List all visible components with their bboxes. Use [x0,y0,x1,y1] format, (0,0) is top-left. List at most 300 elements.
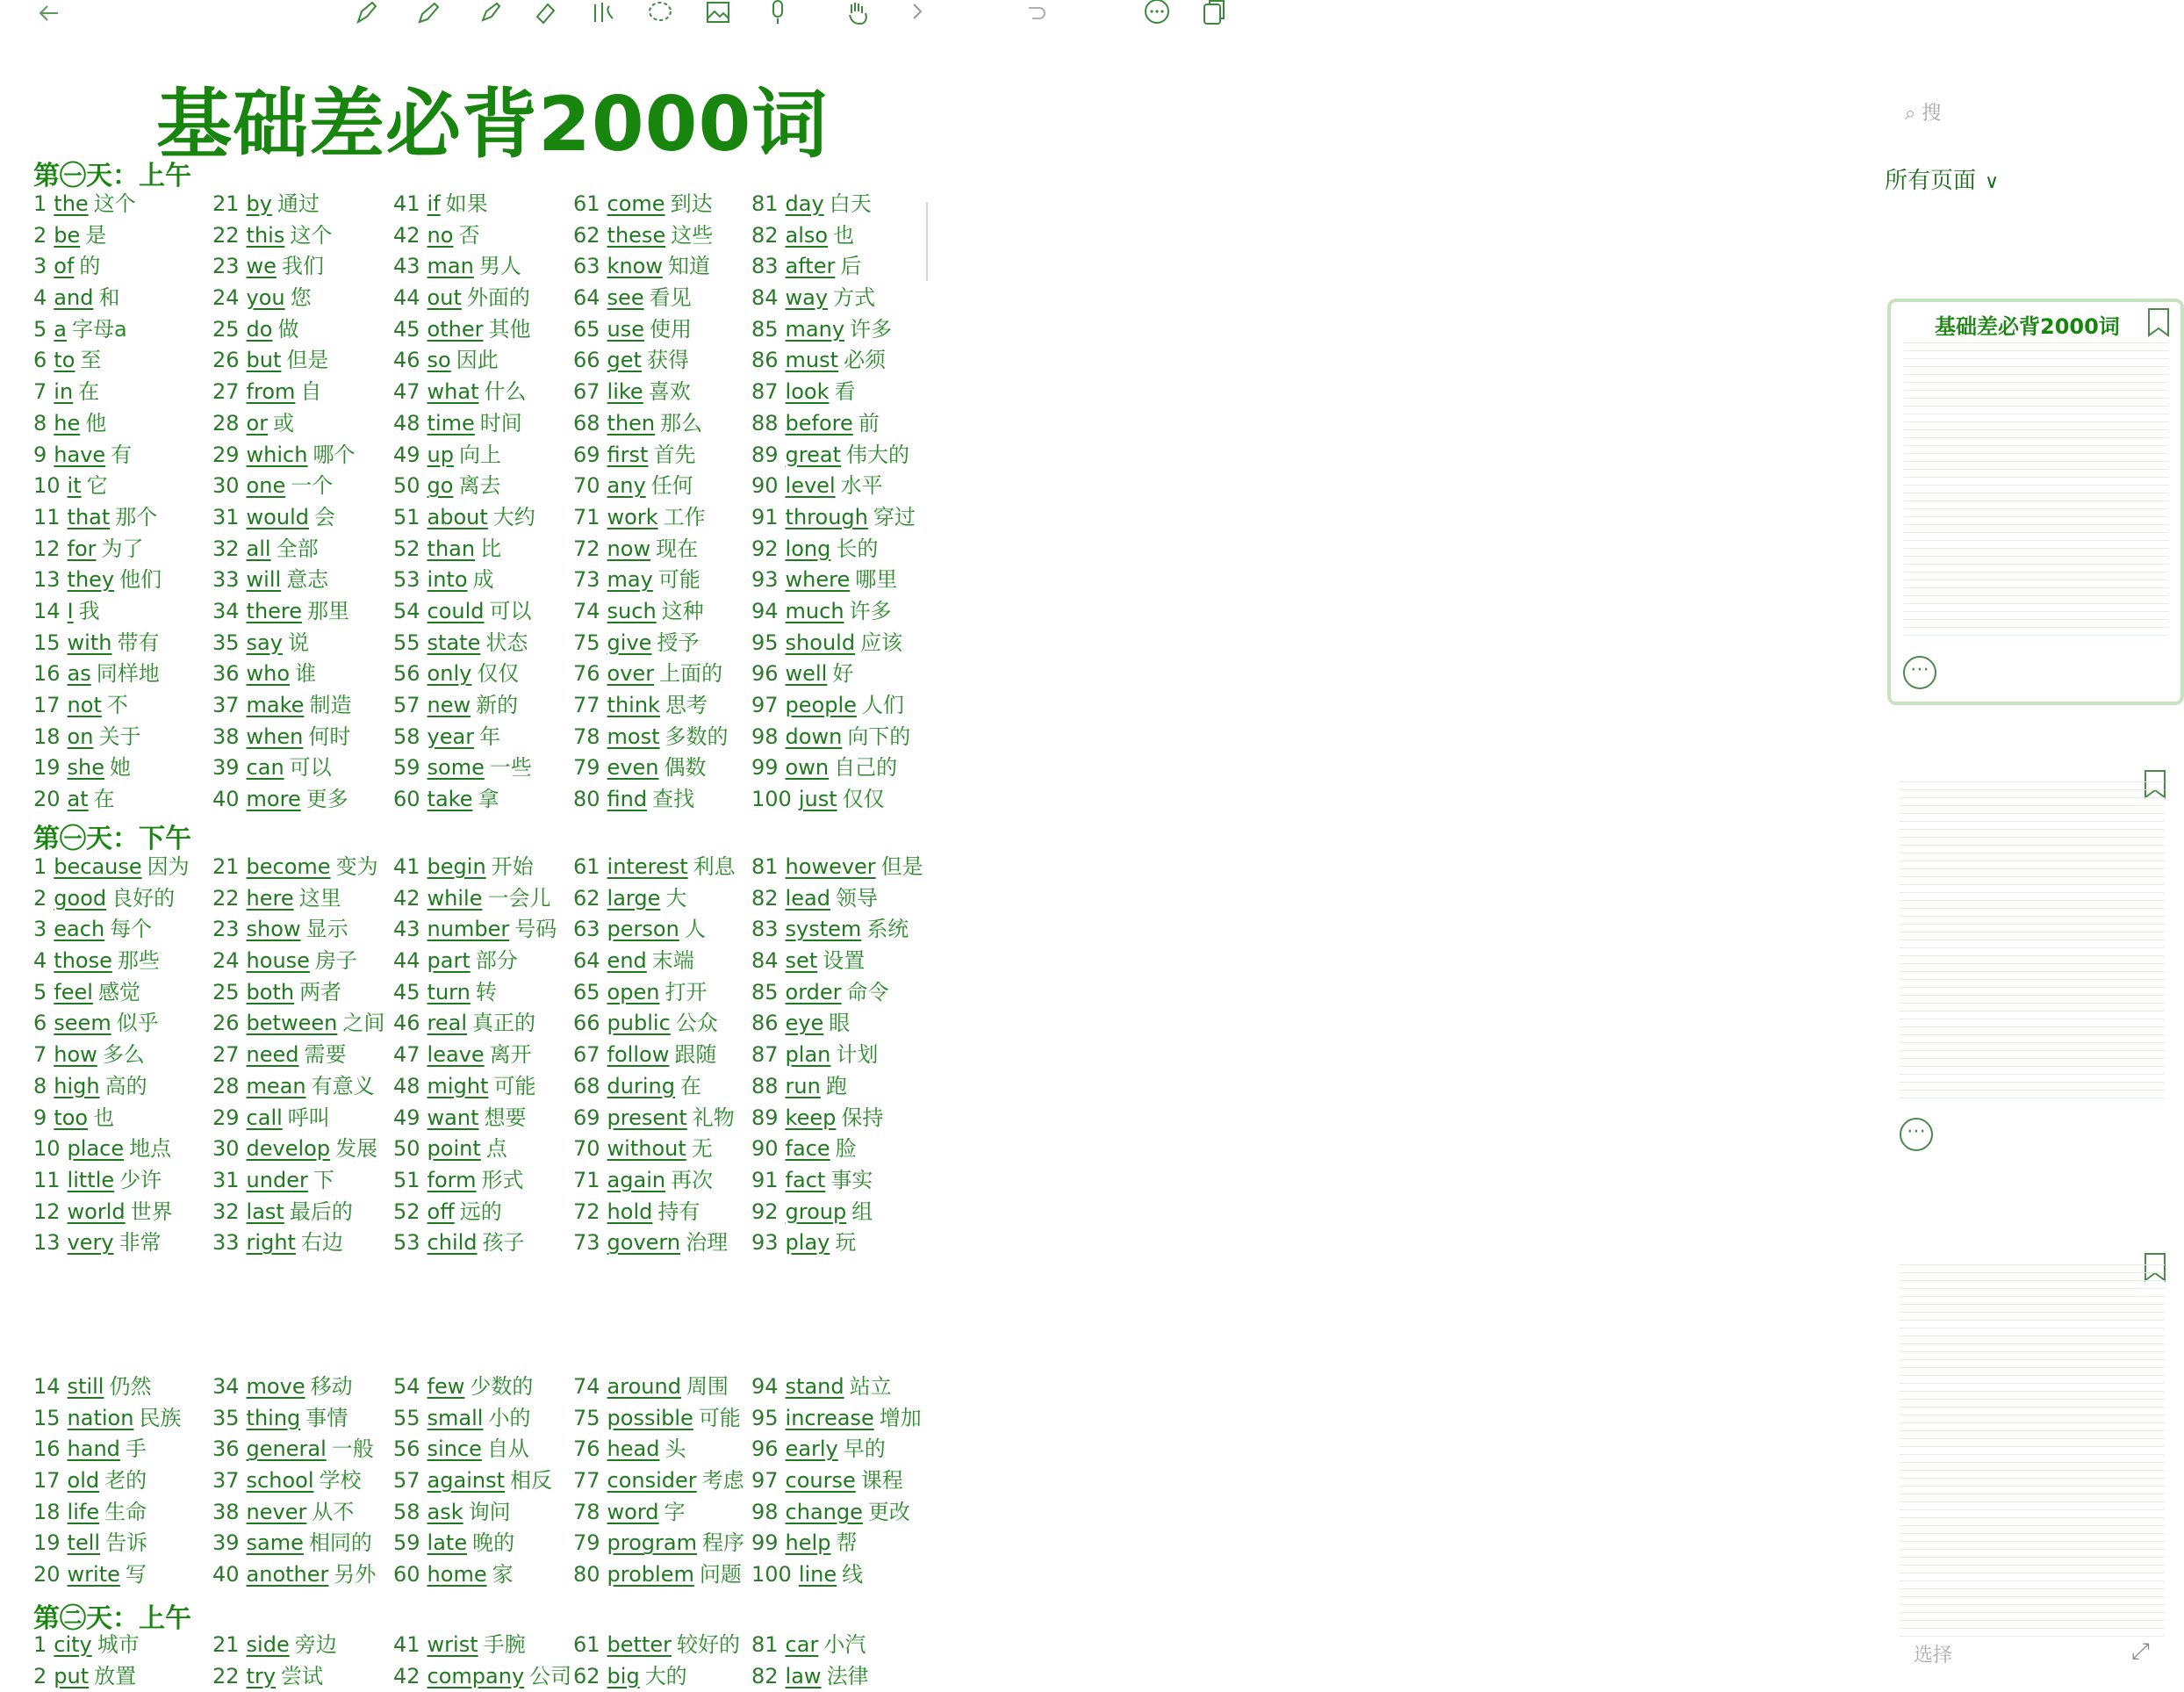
entry-number: 47 [393,1042,420,1068]
word-entry [33,1228,218,1259]
word-entry [212,220,397,252]
entry-number: 2 [33,885,47,911]
english-word: never [246,1499,307,1524]
scrollbar[interactable] [926,202,928,281]
chinese-meaning: 告诉 [105,1530,148,1556]
english-word: any [607,473,646,499]
english-word: during [607,1073,675,1098]
english-word: want [427,1105,479,1130]
english-word: life [67,1499,100,1524]
entry-number: 67 [573,379,600,405]
word-column [212,1372,397,1591]
chinese-meaning: 意志 [286,567,329,593]
english-word: and [54,285,94,311]
word-entry [33,946,218,977]
english-word: than [427,536,476,561]
english-word: keep [785,1105,837,1130]
thumbnail-content [1900,781,2165,1102]
word-entry [573,596,758,628]
word-entry [393,1465,578,1497]
entry-number: 27 [212,379,240,405]
chinese-meaning: 自己的 [834,755,898,781]
page-title: 基础差必背2000词 [156,81,829,169]
word-entry [751,345,936,377]
entry-number: 80 [573,1562,600,1588]
entry-number: 100 [751,1562,792,1588]
entry-number: 51 [393,504,420,529]
word-column [33,189,218,816]
word-entry [33,914,218,946]
chinese-meaning: 小汽 [823,1632,866,1657]
entry-number: 44 [393,285,420,311]
word-entry [393,852,578,883]
word-entry [573,471,758,502]
chinese-meaning: 非常 [119,1230,162,1256]
chinese-meaning: 事情 [305,1405,348,1430]
english-word: it [67,473,82,499]
chinese-meaning: 下 [313,1167,334,1192]
word-entry [33,596,218,628]
word-entry [33,1134,218,1165]
entry-number: 76 [573,1436,600,1462]
entry-number: 93 [751,1230,779,1256]
chinese-meaning: 眼 [829,1011,851,1036]
english-word: begin [427,854,486,879]
word-entry [573,784,758,816]
chinese-meaning: 仅仅 [842,787,885,812]
english-word: all [246,536,271,561]
english-word: course [785,1468,856,1494]
chinese-meaning: 因为 [147,854,190,879]
word-column [751,189,936,816]
english-word: while [427,885,483,911]
chinese-meaning: 跑 [825,1073,847,1098]
english-word: better [607,1632,672,1657]
entry-number: 39 [212,755,240,781]
chinese-meaning: 通过 [277,191,320,216]
chinese-meaning: 哪里 [855,567,898,593]
english-word: become [246,854,331,879]
english-word: I [67,598,74,623]
word-entry [33,283,218,314]
chinese-meaning: 设置 [823,948,866,974]
entry-number: 82 [751,222,779,248]
entry-number: 98 [751,724,779,749]
select-button[interactable]: 选择 [1914,1645,1953,1667]
word-entry [33,628,218,659]
chinese-meaning: 向上 [459,442,501,467]
word-entry [212,565,397,596]
word-entry [212,1434,397,1465]
english-word: get [607,348,642,373]
english-word: increase [785,1405,874,1430]
english-word: put [54,1663,90,1688]
word-entry [393,1630,578,1661]
chinese-meaning: 相反 [510,1468,552,1494]
page-thumbnail-1[interactable] [1887,299,2184,705]
chinese-meaning: 事实 [830,1167,873,1192]
entry-number: 91 [751,1167,779,1192]
english-word: on [67,724,94,749]
chinese-meaning: 末端 [651,948,694,974]
chinese-meaning: 考虑 [701,1468,744,1494]
english-word: time [427,410,475,436]
word-entry [393,314,578,346]
english-word: another [246,1562,329,1588]
english-word: public [607,1011,671,1036]
english-word: high [54,1073,100,1098]
word-entry [751,565,936,596]
entry-number: 95 [751,1405,779,1430]
chinese-meaning: 手腕 [483,1632,526,1657]
word-column [751,852,936,1259]
word-column [573,852,758,1259]
entry-number: 19 [33,755,61,781]
chinese-meaning: 自 [300,379,322,405]
english-word: at [67,787,89,812]
english-word: over [607,661,655,687]
english-word: she [67,755,105,781]
chinese-meaning: 关于 [98,724,141,749]
word-entry [751,1165,936,1197]
entry-number: 3 [33,917,47,942]
word-entry [212,1103,397,1134]
english-word: give [607,630,652,655]
english-word: first [607,442,649,467]
chinese-meaning: 生命 [104,1499,147,1524]
chinese-meaning: 程序 [702,1530,744,1556]
chinese-meaning: 什么 [484,379,527,405]
search-placeholder: 搜 [1922,103,1942,125]
chinese-meaning: 那里 [307,598,350,623]
english-word: help [785,1530,831,1556]
english-word: ask [427,1499,463,1524]
word-entry [751,883,936,915]
english-word: both [246,979,295,1004]
chinese-meaning: 旁边 [294,1632,337,1657]
chinese-meaning: 在 [78,379,100,405]
word-entry [33,1528,218,1559]
entry-number: 95 [751,630,779,655]
english-word: too [54,1105,89,1130]
english-word: world [67,1199,126,1224]
chinese-meaning: 字母a [72,316,127,342]
english-word: level [785,473,836,499]
thumbnail-more-icon[interactable]: ⋯ [1903,656,1936,689]
word-entry [573,722,758,753]
english-word: without [607,1136,686,1162]
word-entry [393,1434,578,1465]
chinese-meaning: 长的 [836,536,879,561]
word-entry [573,408,758,440]
english-word: plan [785,1042,831,1068]
chinese-meaning: 玩 [835,1230,857,1256]
thumbnail-more-icon[interactable]: ⋯ [1900,1118,1933,1151]
chinese-meaning: 那个 [115,504,158,529]
bookmark-icon[interactable] [2147,307,2170,337]
chinese-meaning: 在 [93,787,115,812]
word-entry [573,1197,758,1228]
english-word: turn [427,979,471,1004]
english-word: so [427,348,451,373]
expand-icon[interactable]: ⤢ [2131,1638,2150,1665]
section-heading: 第㊀天：下午 [33,824,191,854]
word-entry [393,251,578,283]
english-word: write [67,1562,120,1588]
english-word: no [427,222,454,248]
chinese-meaning: 课程 [860,1468,903,1494]
chinese-meaning: 好 [832,661,854,687]
entry-number: 43 [393,254,420,279]
entry-number: 89 [751,1105,779,1130]
entry-number: 34 [212,1374,240,1399]
chinese-meaning: 外面的 [466,285,530,311]
entry-number: 34 [212,598,240,623]
word-entry [573,1559,758,1591]
entry-number: 90 [751,473,779,499]
chinese-meaning: 至 [80,348,102,373]
chinese-meaning: 和 [98,285,120,311]
entry-number: 48 [393,410,420,436]
chinese-meaning: 可能 [493,1073,536,1098]
english-word: house [246,948,310,974]
search-icon: ⌕ [1905,103,1916,125]
english-word: line [798,1562,837,1588]
english-word: say [246,630,283,655]
entry-number: 5 [33,979,47,1004]
word-entry [33,1008,218,1040]
chinese-meaning: 较好的 [677,1632,740,1657]
word-entry [573,1071,758,1103]
english-word: each [54,917,105,942]
entry-number: 56 [393,1436,420,1462]
chinese-meaning: 查找 [652,787,695,812]
entry-number: 24 [212,285,240,311]
search-input[interactable] [1905,98,1941,126]
word-entry [751,596,936,628]
english-word: also [785,222,829,248]
english-word: out [427,285,462,311]
word-entry [573,1040,758,1071]
english-word: that [67,504,111,529]
chinese-meaning: 这个 [93,191,136,216]
chinese-meaning: 他 [85,410,107,436]
english-word: open [607,979,660,1004]
word-entry [212,690,397,722]
english-word: may [607,567,653,593]
entry-number: 93 [751,567,779,593]
english-word: show [246,917,301,942]
english-word: take [427,787,473,812]
word-entry [212,1134,397,1165]
page-filter-dropdown[interactable] [1885,162,1999,195]
chinese-meaning: 民族 [139,1405,182,1430]
entry-number: 71 [573,1167,600,1192]
word-entry [751,1071,936,1103]
chinese-meaning: 因此 [456,348,499,373]
entry-number: 77 [573,693,600,717]
entry-number: 65 [573,316,600,342]
word-entry [751,1040,936,1071]
english-word: tell [67,1530,101,1556]
chinese-meaning: 头 [665,1436,686,1462]
chinese-meaning: 号码 [514,917,557,942]
english-word: little [67,1167,115,1192]
chinese-meaning: 为了 [101,536,144,561]
entry-number: 70 [573,473,600,499]
word-entry [573,565,758,596]
entry-number: 22 [212,222,240,248]
entry-number: 74 [573,1374,600,1399]
chinese-meaning: 良好的 [111,885,176,911]
word-entry [573,1465,758,1497]
word-entry [751,1559,936,1591]
chinese-meaning: 礼物 [692,1105,735,1130]
english-word: might [427,1073,489,1098]
page-thumbnail-2[interactable] [1887,764,2177,1163]
entry-number: 66 [573,348,600,373]
chinese-meaning: 这里 [298,885,341,911]
word-entry [393,1661,578,1692]
word-entry [573,1630,758,1661]
english-word: one [246,473,286,499]
english-word: you [246,285,285,311]
chinese-meaning: 使用 [650,316,693,342]
english-word: more [246,787,301,812]
word-entry [33,1661,218,1692]
word-entry [33,1165,218,1197]
page-thumbnail-3[interactable] [1887,1247,2177,1646]
word-entry [212,914,397,946]
chinese-meaning: 开始 [491,854,534,879]
chinese-meaning: 离去 [458,473,501,499]
word-entry [751,752,936,784]
word-entry [33,408,218,440]
word-entry [751,628,936,659]
word-entry [393,471,578,502]
chinese-meaning: 仍然 [109,1374,152,1399]
entry-number: 21 [212,854,240,879]
word-entry [212,1661,397,1692]
chinese-meaning: 的 [79,254,101,279]
chinese-meaning: 询问 [468,1499,511,1524]
english-word: now [607,536,651,561]
entry-number: 68 [573,1073,600,1098]
english-word: present [607,1105,687,1130]
chinese-meaning: 远的 [459,1199,502,1224]
word-entry [212,1528,397,1559]
word-entry [33,1434,218,1465]
entry-number: 22 [212,1663,240,1688]
english-word: which [246,442,308,467]
english-word: be [54,222,81,248]
word-column [393,852,578,1259]
word-entry [751,534,936,565]
word-column [393,189,578,816]
word-entry [212,1465,397,1497]
entry-number: 28 [212,1073,240,1098]
chinese-meaning: 但是 [286,348,329,373]
chinese-meaning: 需要 [304,1042,347,1068]
word-entry [573,220,758,252]
chinese-meaning: 工作 [663,504,706,529]
entry-number: 52 [393,1199,420,1224]
chinese-meaning: 学校 [319,1468,362,1494]
word-entry [751,283,936,314]
thumbnail-title: 基础差必背2000词 [1935,314,2120,339]
word-entry [212,852,397,883]
entry-number: 97 [751,1468,779,1494]
word-entry [393,628,578,659]
word-entry [33,1197,218,1228]
english-word: need [246,1042,299,1068]
word-entry [212,189,397,220]
word-entry [751,1008,936,1040]
word-entry [393,408,578,440]
word-entry [573,752,758,784]
english-word: this [246,222,285,248]
chinese-meaning: 计划 [836,1042,879,1068]
chinese-meaning: 尝试 [281,1663,324,1688]
entry-number: 20 [33,787,61,812]
chinese-meaning: 法律 [826,1663,869,1688]
word-entry [393,659,578,690]
word-entry [393,1372,578,1403]
entry-number: 16 [33,661,61,687]
chinese-meaning: 思考 [665,693,708,717]
word-entry [573,502,758,534]
english-word: those [54,948,112,974]
word-entry [33,883,218,915]
chinese-meaning: 时间 [479,410,522,436]
word-column [573,1372,758,1591]
word-entry [751,502,936,534]
entry-number: 69 [573,442,600,467]
entry-number: 56 [393,661,420,687]
english-word: own [785,755,830,781]
chinese-meaning: 首先 [653,442,696,467]
word-entry [393,1040,578,1071]
entry-number: 18 [33,1499,61,1524]
chinese-meaning: 多么 [102,1042,145,1068]
english-word: these [607,222,666,248]
english-word: man [427,254,474,279]
entry-number: 96 [751,1436,779,1462]
word-entry [393,345,578,377]
entry-number: 22 [212,885,240,911]
word-entry [573,1528,758,1559]
english-word: school [246,1468,314,1494]
chinese-meaning: 他们 [119,567,162,593]
word-entry [573,1165,758,1197]
word-entry [393,440,578,472]
english-word: leave [427,1042,485,1068]
entry-number: 81 [751,854,779,879]
english-word: few [427,1374,465,1399]
english-word: real [427,1011,468,1036]
english-word: against [427,1468,505,1494]
entry-number: 25 [212,316,240,342]
english-word: nation [67,1405,134,1430]
english-word: order [785,979,842,1004]
english-word: of [54,254,75,279]
entry-number: 13 [33,1230,61,1256]
word-entry [751,314,936,346]
chinese-meaning: 脸 [835,1136,857,1162]
chinese-meaning: 再次 [671,1167,714,1192]
word-entry [33,722,218,753]
chinese-meaning: 公众 [675,1011,718,1036]
